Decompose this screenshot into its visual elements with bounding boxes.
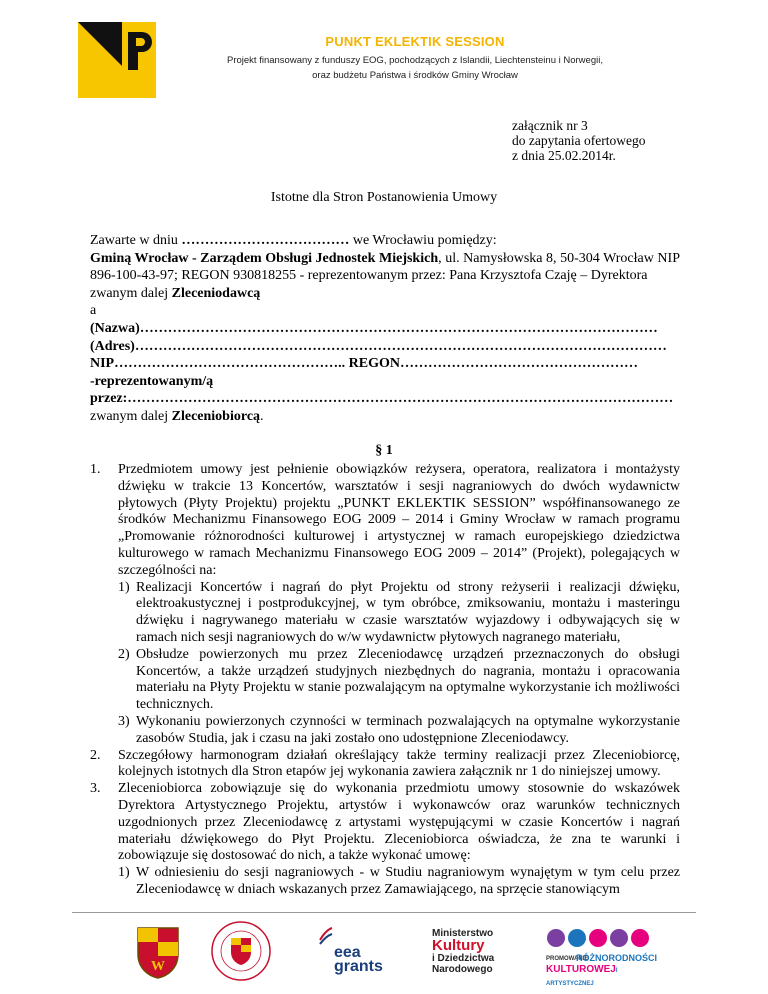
annex-note	[512, 118, 645, 163]
promo-circles-icon	[546, 926, 656, 952]
subclause-text: Realizacji Koncertów i nagrań do płyt Projektu od strony reżyserii i realizacji dźwięku, elektroakustycznej i postprodukcyjnej, w tym obróbce, zmiksowaniu, montażu i masteringu dźwięku i nagrywanego materiału w czasie warsztatów wyjazdowy i odbywających się w ramach nich sesji nagraniowych do w/w wydawnictw płytowych nagranego materiału,	[136, 579, 680, 645]
contract-parties	[90, 232, 680, 426]
cultural-artistic-text	[546, 964, 656, 990]
subclause-text: W odniesieniu do sesji nagraniowych - w Studiu nagraniowym wynajętym w tym celu przez Zleceniodawcę w dniach wskazanych przez Zamawiającego, na sprzęcie stanowiącym	[136, 865, 680, 897]
clause-number: 3.	[90, 781, 101, 797]
contractor-term: Zleceniobiorcą	[171, 408, 261, 424]
ministry-word: Ministerstwo	[432, 928, 494, 939]
ministry-culture-logo	[432, 928, 522, 974]
footer-divider	[72, 912, 696, 913]
client-term: Zleceniodawcą	[171, 285, 261, 301]
represented-by-blank: przez:………………………………………………………………………………………………………	[90, 391, 674, 407]
grants-word: grants	[334, 958, 383, 975]
section-heading: § 1	[375, 443, 393, 458]
clause-text: Zleceniobiorca zobowiązuje się do wykonania przedmiotu umowy stosownie do wskazówek Dyrektora Artystycznego Projektu, artystów i wykonawców oraz warunków technicznych uzgodnionych przez Zleceniodawcę z artystami występującymi w czasie Koncertów i nagrań materiału dźwiękowego do Płyt Projektu. Zleceniobiorca oświadcza, że zna te warunki i zobowiązuje się dostosować do nich, a także wykonać umowę:	[118, 781, 680, 864]
cultural-word: KULTUROWEJ	[546, 964, 616, 975]
promo-word: PROMOWANIE	[546, 956, 589, 962]
subclause-text: Wykonaniu powierzonych czynności w terminach pozwalających na optymalne wykorzystanie zasobów Studia, jak i czasu na jaki zostało ono udostępnione Zleceniodawcy.	[136, 713, 680, 746]
eea-word: eea	[334, 944, 361, 961]
header-funding-line-2: oraz budżetu Państwa i środków Gminy Wrocław	[312, 70, 518, 81]
period: .	[260, 408, 264, 424]
subclause-number: 1)	[118, 865, 130, 881]
header-funding-line-1: Projekt finansowany z funduszy EOG, pochodzących z Islandii, Liechtensteinu i Norwegii,	[227, 55, 603, 66]
clause-text: Przedmiotem umowy jest pełnienie obowiązków reżysera, operatora, realizatora i montażysty dźwięku w trakcie 13 Koncertów, warsztatów i sesji nagraniowych do dwóch wydawnictw płytowych (Płyty Projektu) projektu „PUNKT EKLEKTIK SESSION” współfinansowanego ze środków Mechanizmu Finansowego EOG 2009 – 2014 i Gminy Wrocław w ramach programu „Promowanie różnorodności kulturowej i artystycznej w ramach europejskiego dziedzictwa kulturowego w ramach Mechanizmu Finansowego EOG 2009 – 2014” (Projekt), polegających w szczególności na:	[118, 462, 680, 578]
clause-text: Szczegółowy harmonogram działań określający także terminy realizacji przez Zleceniobiorcę, kolejnych istotnych dla Stron etapów jej wykonania zawiera załącznik nr 1 do niniejszej umowy.	[118, 747, 680, 780]
clause-item	[90, 781, 680, 899]
contractor-address-blank: (Adres)……………………………………………………………………………………………………	[90, 338, 667, 354]
national-word: Narodowego	[432, 964, 493, 975]
authority-details: , ul. Namysłowska 8, 50-304 Wrocław NIP 896-100-43-97; REGON 930818255 - reprezentowanym przez: Pana Krzysztofa Czaję – Dyrektora	[90, 250, 680, 284]
wroclaw-crest-icon	[136, 924, 180, 980]
eea-grants-text	[334, 946, 383, 974]
annex-line-3: z dnia 25.02.2014r.	[512, 148, 616, 163]
clause-item	[90, 748, 680, 782]
and-line: a	[90, 303, 97, 319]
subclause-item	[118, 647, 680, 714]
subclause-item	[118, 580, 680, 647]
section-body	[90, 462, 680, 899]
annex-line-1: załącznik nr 3	[512, 118, 588, 133]
contracting-authority	[90, 250, 680, 285]
subclause-number: 1)	[118, 579, 130, 595]
concluded-text: Zawarte w dniu	[90, 233, 182, 248]
document-title: Istotne dla Stron Postanowienia Umowy	[270, 190, 498, 205]
subclause-number: 3)	[118, 713, 130, 729]
annex-line-2: do zapytania ofertowego	[512, 133, 646, 148]
eea-grants-logo	[318, 926, 383, 978]
nip-blank: NIP…………………………………………..	[90, 356, 346, 372]
date-blank: ………………………………	[181, 233, 350, 248]
subclause-text: Obsłudze powierzonych mu przez Zleceniodawcę urządzeń przeznaczonych do obsługi Koncertów, a także urządzeń studyjnych niezbędnych do nagrania, montażu i opracowania materiału na Płyty Projektu w stanie pozwalającym na optymalne wykorzystanie ich możliwości technicznych.	[136, 646, 680, 713]
concluded-on-line	[90, 232, 680, 250]
contractor-name-blank: (Nazwa)…………………………………………………………………………………………………	[90, 320, 658, 336]
header-title: PUNKT EKLEKTIK SESSION	[325, 34, 505, 49]
punkt-logo	[78, 22, 156, 98]
contractor-ids-blank	[90, 355, 680, 373]
eea-mark-icon	[318, 926, 334, 946]
called-hereinafter-text-2: zwanym dalej	[90, 408, 172, 424]
represented-by-label: -reprezentowanym/ą	[90, 373, 214, 389]
regon-blank: REGON……………………………………………	[345, 356, 638, 372]
svg-text:W: W	[151, 959, 165, 974]
heritage-word: i Dziedzictwa	[432, 953, 495, 964]
clause-number: 2.	[90, 747, 101, 763]
subclause-item	[118, 714, 680, 748]
clause-item	[90, 462, 680, 748]
called-hereinafter-text: zwanym dalej	[90, 285, 172, 301]
client-label-line	[90, 285, 680, 303]
artistic-word: I ARTYSTYCZNEJ	[546, 968, 618, 987]
contractor-label-line	[90, 408, 680, 426]
clause-number: 1.	[90, 462, 101, 477]
concluded-place-text: we Wrocławiu pomiędzy:	[349, 233, 497, 248]
subclause-item	[118, 865, 680, 899]
promo-diversity-logo	[546, 926, 657, 987]
authority-name: Gminą Wrocław - Zarządem Obsługi Jednostek Miejskich	[90, 250, 439, 266]
zarzad-seal-icon	[206, 920, 276, 982]
subclause-number: 2)	[118, 646, 130, 662]
diversity-word: RÓŻNORODNOŚCI	[576, 953, 657, 963]
culture-word: Kultury	[432, 937, 485, 954]
